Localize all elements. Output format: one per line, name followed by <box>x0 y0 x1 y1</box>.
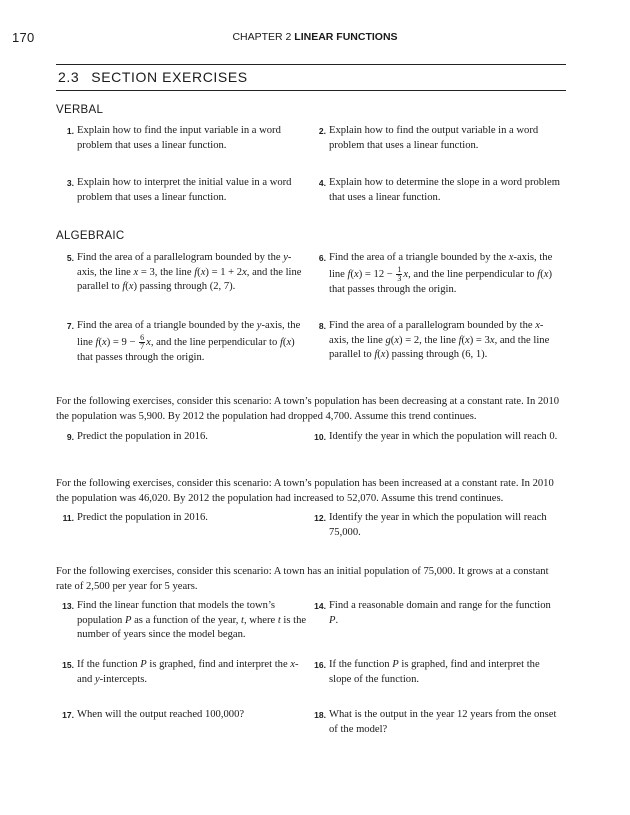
exercise-17 <box>62 708 309 723</box>
section-title-bar <box>56 64 566 91</box>
exercise-15: 15. If the function P is graphed, find and interpret the x-and y-intercepts. <box>62 659 299 685</box>
exercise-9 <box>66 430 309 445</box>
exercise-number: 7. <box>66 321 74 331</box>
page-header <box>0 30 630 48</box>
exercise-number: 11. <box>62 513 74 523</box>
page-number: 170 <box>12 30 35 45</box>
exercise-6: 6. Find the area of a triangle bounded by the x-axis, the line f(x) = 12 − $\frac{1}{3}$ x, and the line perpendicular to f(x) that passes through the origin. <box>329 251 561 297</box>
exercise-text: Explain how to determine the slope in a word problem that uses a linear function. <box>329 177 560 203</box>
exercise-number: 13. <box>62 601 74 611</box>
exercise-10 <box>314 430 561 445</box>
exercise-5: 5. Find the area of a parallelogram bounded by the y-axis, the line x = 3, the line f(x) = 1 + 2x, and the line parallel to f(x) passing through (2, 7). <box>77 251 309 295</box>
exercise-number: 14. <box>314 601 326 611</box>
exercise-number: 12. <box>314 513 326 523</box>
exercise-text: Identify the year in which the population will reach 75,000. <box>329 512 547 538</box>
exercise-14: 14. Find a reasonable domain and range for the function P. <box>314 600 551 626</box>
exercise-number: 3. <box>66 178 74 188</box>
exercise-8: 8. Find the area of a parallelogram bounded by the x-axis, the line g(x) = 2, the line f(x) = 3x, and the line parallel to f(x) passing through (6, 1). <box>329 319 561 363</box>
exercise-text: Explain how to find the input variable in a word problem that uses a linear function. <box>77 125 281 151</box>
exercise-number: 5. <box>66 253 74 263</box>
chapter-prefix: CHAPTER 2 <box>232 31 292 43</box>
chapter-title: LINEAR FUNCTIONS <box>294 31 398 43</box>
exercise-text: Predict the population in 2016. <box>77 431 208 442</box>
exercise-number: 17. <box>62 710 74 720</box>
exercise-18 <box>314 708 561 737</box>
scenario-2: For the following exercises, consider this scenario: A town’s population has been increased at a constant rate. In 2010 the population was 46,020. By 2012 the population had increased to 52,070. Assume this trend continues. <box>56 478 554 504</box>
exercise-number: 2. <box>318 126 326 136</box>
exercise-number: 6. <box>318 253 326 263</box>
exercise-text: Explain how to interpret the initial value in a word problem that uses a linear function. <box>77 177 292 203</box>
exercise-text: Predict the population in 2016. <box>77 512 208 523</box>
exercise-number: 4. <box>318 178 326 188</box>
exercise-text: When will the output reached 100,000? <box>77 709 245 720</box>
exercise-11 <box>62 511 309 526</box>
exercise-number: 15. <box>62 660 74 670</box>
exercise-12 <box>314 511 561 540</box>
scenario-1: For the following exercises, consider this scenario: A town’s population has been decreasing at a constant rate. In 2010 the population was 5,900. By 2012 the population had dropped 4,700. Assume this trend continues. <box>56 396 560 422</box>
exercise-number: 9. <box>66 432 74 442</box>
section-name: SECTION EXERCISES <box>91 69 248 85</box>
fraction: $\frac{6}{7}$ <box>140 332 145 351</box>
exercise-13: 13. Find the linear function that models the town’s population P as a function of the year, t, where t is the number of years since the model began. <box>62 600 307 640</box>
exercise-number: 1. <box>66 126 74 136</box>
exercise-number: 18. <box>314 710 326 720</box>
exercise-text: What is the output in the year 12 years from the onset of the model? <box>329 709 557 735</box>
exercise-3 <box>66 176 309 205</box>
exercise-1 <box>66 124 309 153</box>
exercise-7: 7. Find the area of a triangle bounded by the y-axis, the line f(x) = 9 − $\frac{6}{7}$ x, and the line perpendicular to f(x) that passes through the origin. <box>77 319 309 365</box>
heading-algebraic: ALGEBRAIC <box>56 230 125 242</box>
fraction: $\frac{1}{3}$ <box>397 264 402 283</box>
section-title <box>58 69 248 85</box>
section-number: 2.3 <box>58 69 80 85</box>
chapter-header <box>0 31 630 43</box>
exercise-16: 16. If the function P is graphed, find and interpret the slope of the function. <box>314 659 540 685</box>
exercise-text: Identify the year in which the population will reach 0. <box>329 431 558 442</box>
heading-verbal: VERBAL <box>56 104 104 116</box>
exercise-4 <box>318 176 561 205</box>
exercise-number: 10. <box>314 432 326 442</box>
exercise-number: 8. <box>318 321 326 331</box>
exercise-text: Explain how to find the output variable in a word problem that uses a linear function. <box>329 125 539 151</box>
scenario-3: For the following exercises, consider this scenario: A town has an initial population of 75,000. It grows at a constant rate of 2,500 per year for 5 years. <box>56 566 549 592</box>
exercise-number: 16. <box>314 660 326 670</box>
exercise-2 <box>318 124 561 153</box>
